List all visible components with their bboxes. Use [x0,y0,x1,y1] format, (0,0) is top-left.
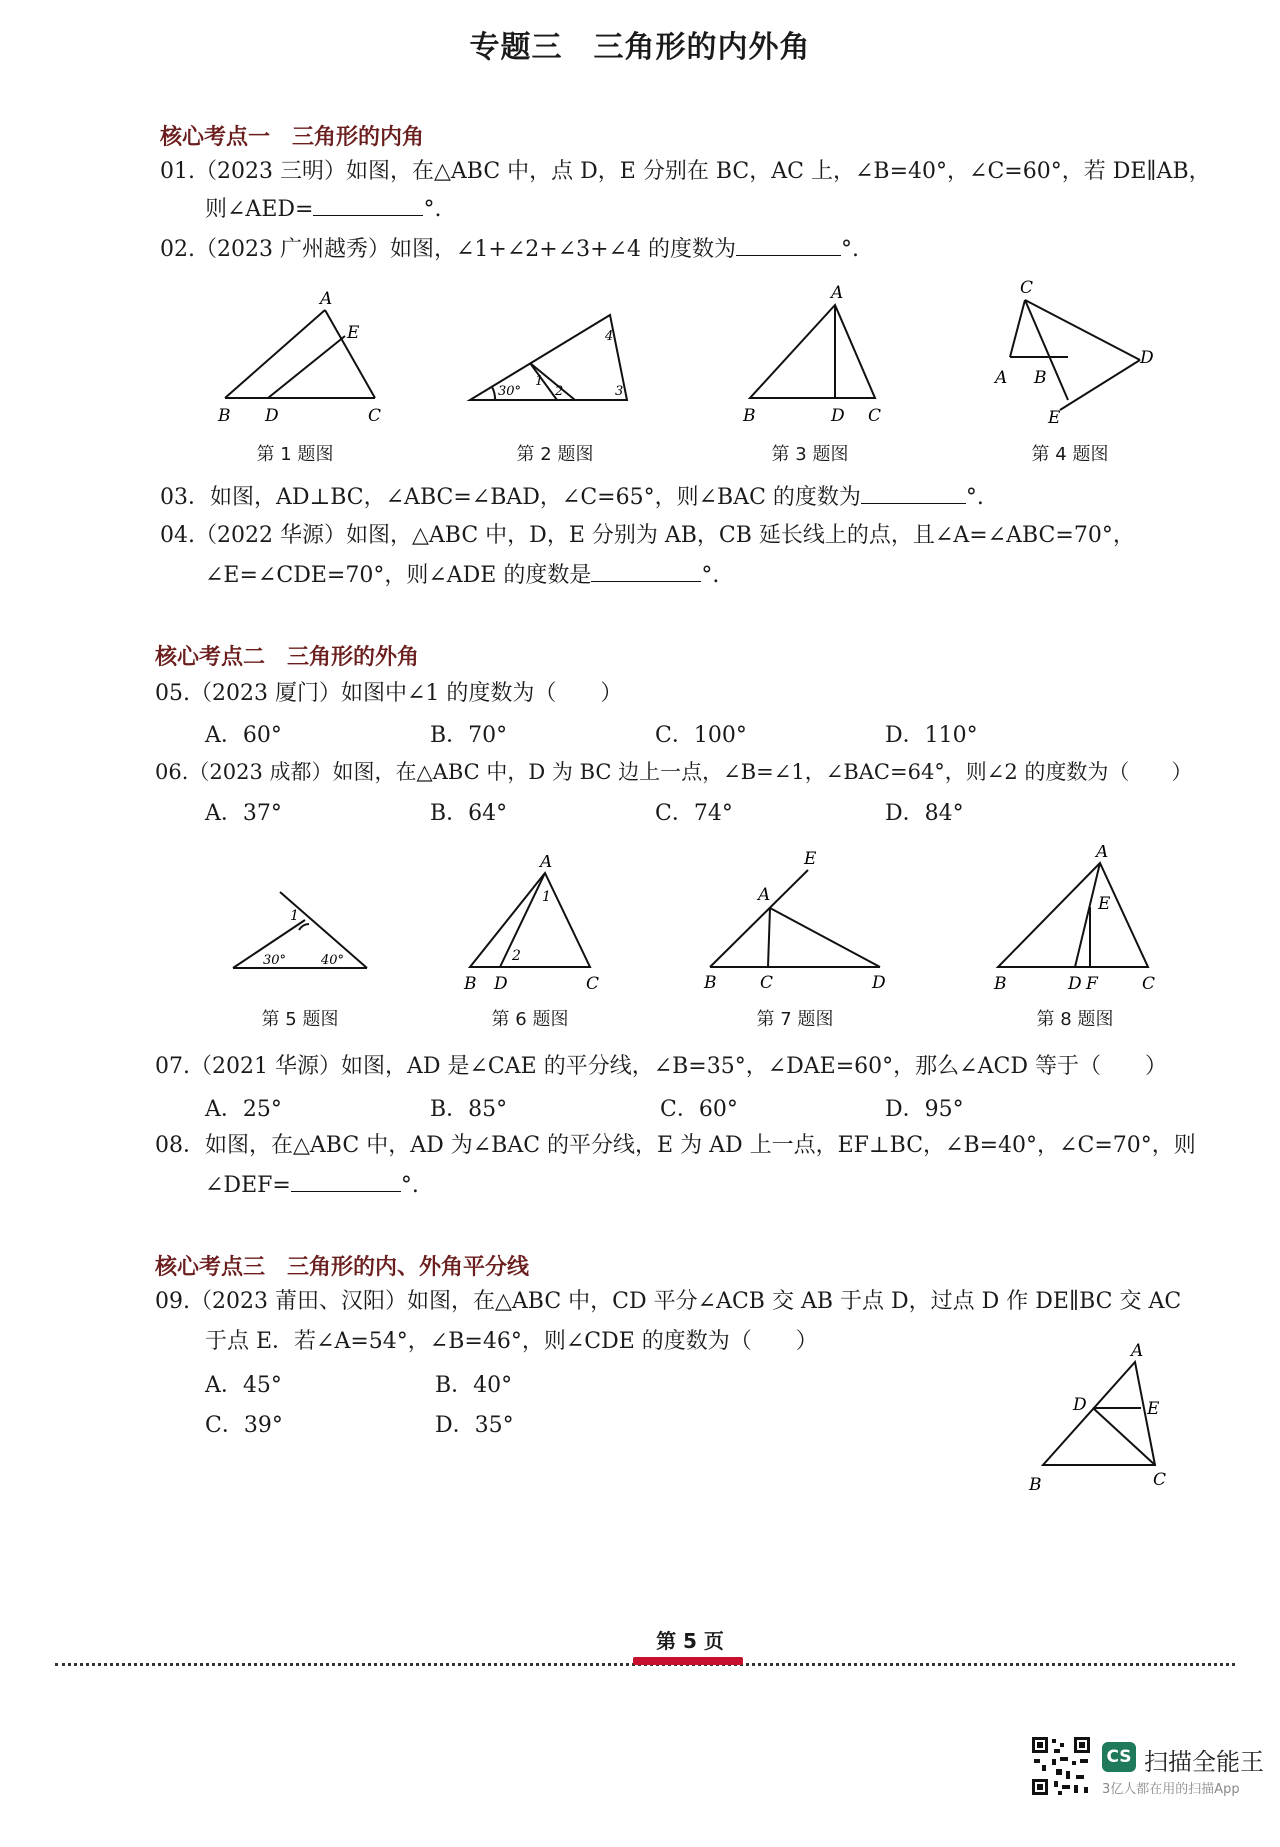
question-07-stem: 07.（2021 华源）如图，AD 是∠CAE 的平分线，∠B=35°，∠DAE=60°，那么∠ACD 等于（ ） [155,1054,1167,1079]
fig7-side-ac [768,908,770,967]
scanner-brand-slogan: 3亿人都在用的扫描App [1102,1782,1240,1797]
caption-figure-6: 第 6 题图 [491,1009,569,1030]
question-05-stem: 05.（2023 厦门）如图中∠1 的度数为（ ） [155,681,623,706]
question-04-line1: 04.（2022 华源）如图，△ABC 中，D，E 分别为 AB，CB 延长线上的点，且∠A=∠ABC=70°， [160,523,1135,548]
caption-figure-3: 第 3 题图 [771,444,849,465]
svg-text:A: A [831,283,844,303]
caption-figure-8: 第 8 题图 [1036,1009,1114,1030]
section-heading-1: 核心考点一 三角形的内角 [160,125,425,150]
svg-text:C: C [1020,278,1034,298]
svg-text:D: D [872,973,886,990]
svg-text:1: 1 [542,889,551,905]
svg-text:B: B [464,974,477,994]
option-b: B．70° [430,723,508,748]
svg-text:C: C [586,974,600,994]
svg-text:A: A [995,368,1008,388]
page-number: 第 5 页 [656,1629,724,1653]
svg-text:A: A [320,289,333,309]
svg-text:B: B [994,974,1007,994]
fig4-line-cb-ext [1025,300,1068,400]
figure-9 [1025,1340,1185,1500]
figure-1 [210,288,390,428]
question-09-line1: 09.（2023 莆田、汉阳）如图，在△ABC 中，CD 平分∠ACB 交 AB 于点 D，过点 D 作 DE∥BC 交 AC [155,1289,1182,1314]
option-d: D．110° [885,723,978,748]
svg-text:D: D [494,974,508,994]
option-a: A．37° [205,801,282,826]
question-01-line1: 01.（2023 三明）如图，在△ABC 中，点 D，E 分别在 BC，AC 上，∠B=40°，∠C=60°，若 DE∥AB， [160,159,1211,184]
fig7-side-ad [770,908,880,967]
svg-text:1: 1 [535,374,544,389]
option-a: A．60° [205,723,282,748]
option-b: B．64° [430,801,508,826]
figure-8 [990,845,1160,995]
svg-text:B: B [743,406,756,426]
option-d: D．84° [885,801,964,826]
option-a: A．25° [205,1097,282,1122]
caption-figure-4: 第 4 题图 [1031,444,1109,465]
svg-text:2: 2 [555,384,564,399]
option-d: D．95° [885,1097,964,1122]
svg-text:4: 4 [605,329,614,344]
svg-text:D: D [1068,974,1082,994]
svg-text:E: E [1098,894,1111,914]
svg-text:E: E [347,323,360,343]
svg-text:30°: 30° [498,384,522,399]
svg-text:C: C [868,406,882,426]
question-06-options [0,796,1280,826]
question-06-stem: 06.（2023 成都）如图，在△ABC 中，D 为 BC 边上一点，∠B=∠1，∠BAC=64°，则∠2 的度数为（ ） [155,760,1193,784]
option-c: C．60° [660,1097,738,1122]
question-08-line2: ∠DEF= °. [205,1173,419,1198]
option-c: C．74° [655,801,733,826]
section-heading-2: 核心考点二 三角形的外角 [155,645,420,670]
option-a: A．45° [205,1373,282,1398]
fig8-bisector-ad [1075,863,1100,967]
question-01-line2: 则∠AED= °. [205,197,442,222]
question-02: 02.（2023 广州越秀）如图，∠1+∠2+∠3+∠4 的度数为 °. [160,237,859,262]
caption-figure-1: 第 1 题图 [256,444,334,465]
svg-text:F: F [1086,974,1098,994]
svg-text:C: C [760,973,774,990]
qr-code-icon [1030,1735,1092,1797]
question-04-line2: ∠E=∠CDE=70°，则∠ADE 的度数是 °. [205,563,720,588]
option-c: C．39° [205,1413,283,1438]
caption-figure-2: 第 2 题图 [516,444,594,465]
svg-text:E: E [1048,408,1061,425]
question-07-options [0,1092,1280,1122]
fig4-line-de [1060,360,1140,410]
question-09-line2: 于点 E．若∠A=54°，∠B=46°，则∠CDE 的度数为（ ） [205,1329,818,1354]
fig1-side-ab [225,310,325,398]
figure-7 [700,850,890,990]
figure-2 [465,305,645,415]
fig8-triangle [998,863,1148,967]
page-title: 专题三 三角形的内外角 [469,30,811,65]
caption-figure-7: 第 7 题图 [756,1009,834,1030]
section-heading-3: 核心考点三 三角形的内、外角平分线 [155,1255,530,1280]
fig6-triangle [470,873,590,967]
svg-text:C: C [1153,1470,1167,1490]
svg-text:40°: 40° [321,953,345,968]
svg-text:A: A [758,885,771,905]
svg-text:B: B [704,973,717,990]
footer-red-marker [633,1657,743,1665]
svg-text:B: B [218,406,231,426]
caption-figure-5: 第 5 题图 [261,1009,339,1030]
figure-4 [990,275,1170,425]
svg-text:A: A [540,855,553,872]
fig4-line-cd [1025,300,1140,360]
svg-text:E: E [804,850,817,869]
svg-text:3: 3 [615,384,624,399]
option-d: D．35° [435,1413,514,1438]
option-c: C．100° [655,723,747,748]
question-05-options [0,718,1280,748]
fig3-triangle [750,305,875,398]
option-b: B．40° [435,1373,513,1398]
fig5-arc [299,924,309,930]
svg-text:A: A [1096,845,1109,862]
question-03: 03．如图，AD⊥BC，∠ABC=∠BAD，∠C=65°，则∠BAC 的度数为 °. [160,485,984,510]
fig4-line-ca [1010,300,1025,357]
fig1-segment-de [268,336,345,398]
svg-text:B: B [1034,368,1047,388]
svg-text:C: C [1142,974,1156,994]
svg-text:B: B [1029,1475,1042,1495]
svg-text:A: A [1131,1341,1144,1361]
figure-3 [735,280,885,430]
svg-text:D: D [1073,1395,1087,1415]
camscanner-logo-icon: CS [1102,1742,1136,1772]
figure-6 [460,855,605,995]
svg-text:D: D [1140,348,1154,368]
svg-text:2: 2 [512,948,521,964]
option-b: B．85° [430,1097,508,1122]
question-09-options [0,1368,700,1448]
svg-text:D: D [831,406,845,426]
svg-text:D: D [265,406,279,426]
svg-text:30°: 30° [263,953,287,968]
svg-text:C: C [368,406,382,426]
svg-text:1: 1 [290,908,299,924]
figure-5 [225,880,375,970]
svg-text:E: E [1147,1399,1160,1419]
scanner-brand-name: 扫描全能王 [1144,1748,1264,1776]
question-08-line1: 08．如图，在△ABC 中，AD 为∠BAC 的平分线，E 为 AD 上一点，EF⊥BC，∠B=40°，∠C=70°，则 [155,1133,1196,1158]
fig2-arc [492,387,495,400]
